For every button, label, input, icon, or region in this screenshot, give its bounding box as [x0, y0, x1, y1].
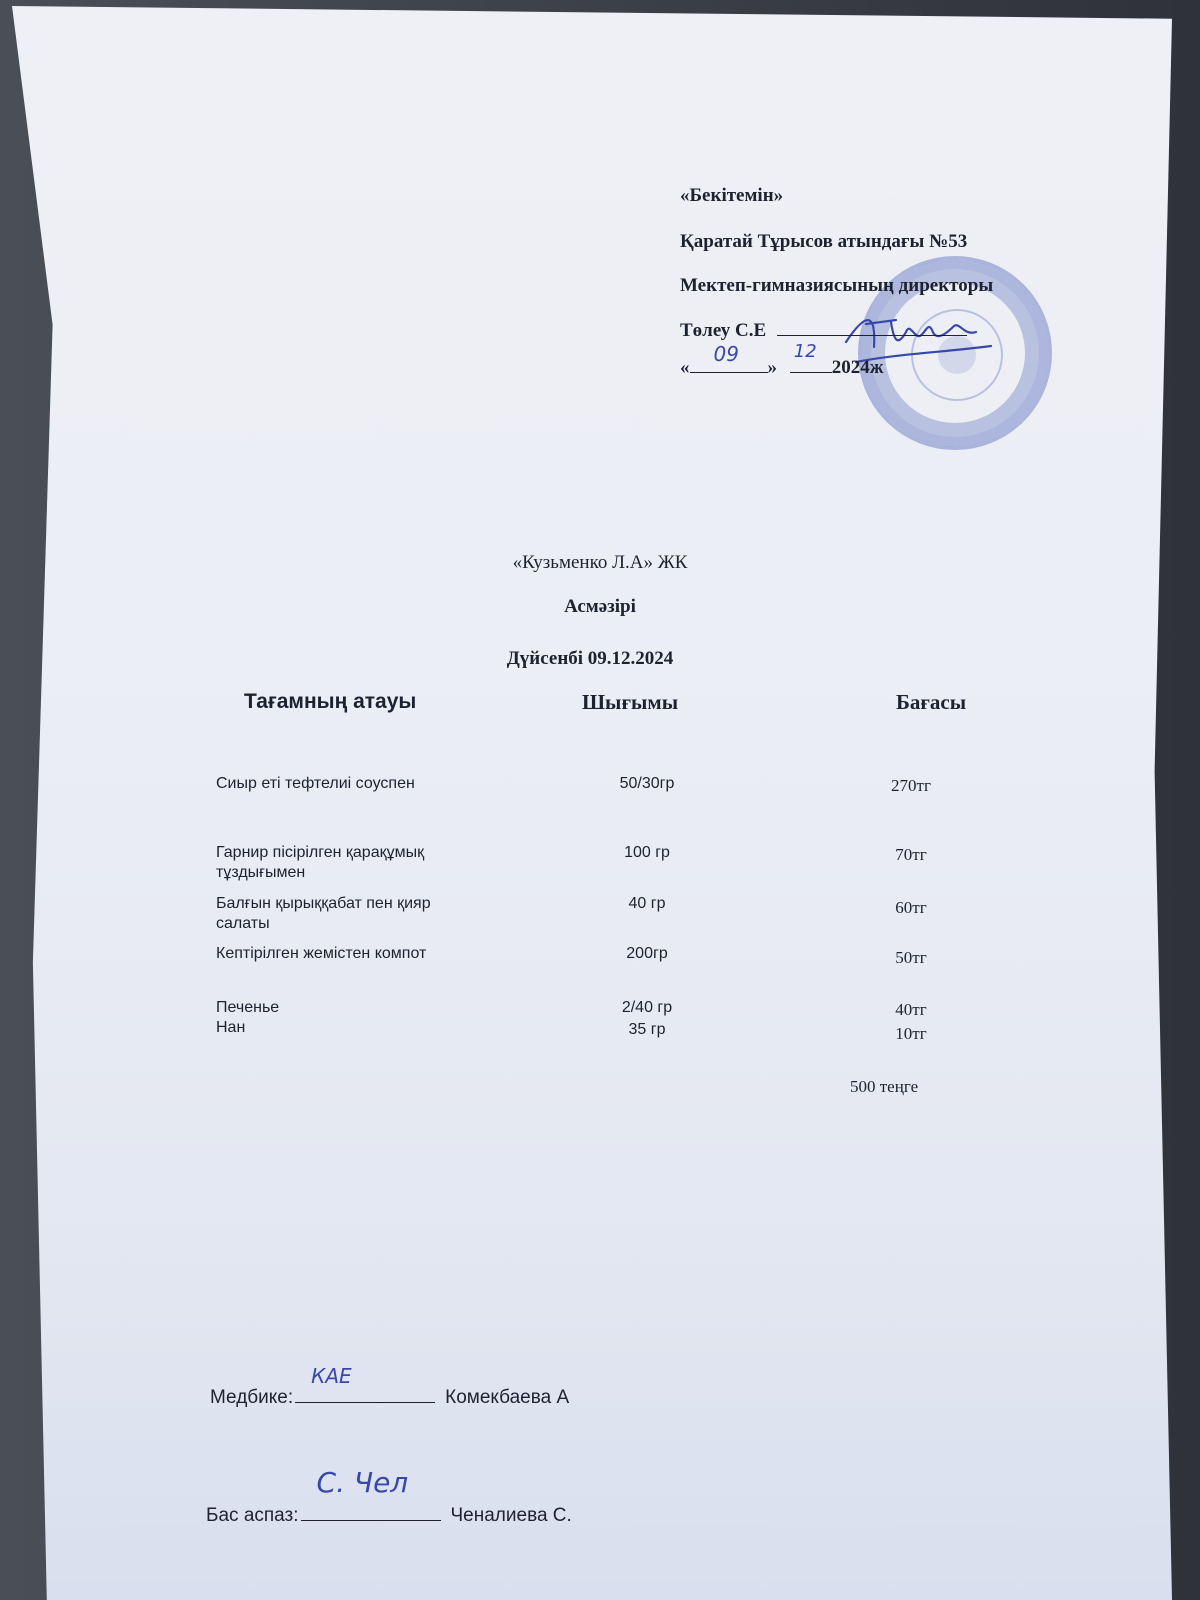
- row-1-price: 270тг: [891, 776, 931, 795]
- menu-date: Дүйсенбі 09.12.2024: [506, 648, 674, 669]
- nurse-signature-mark: КАЕ: [311, 1364, 352, 1388]
- paper-sheet: [12, 6, 1172, 1600]
- signature-blank: [777, 319, 967, 336]
- approval-date-line: [680, 341, 884, 378]
- nurse-signature-line: [210, 1364, 570, 1409]
- date-close-quote: »: [767, 357, 777, 378]
- row-2-yield: 100 гр: [624, 844, 670, 861]
- row-4-yield: 200гр: [626, 945, 668, 962]
- row-1-yield: 50/30гр: [619, 775, 675, 792]
- row-2-name: Гарнир пісірілген қарақұмық тұздығымен: [216, 844, 425, 881]
- chef-label: Бас аспаз:: [206, 1505, 299, 1526]
- row-4-price: 50тг: [895, 948, 927, 967]
- date-open-quote: «: [680, 357, 690, 378]
- menu-title: Асмәзірі: [564, 596, 636, 617]
- row-3-price: 60тг: [895, 898, 927, 917]
- row-5-name: Печенье: [216, 999, 280, 1016]
- approval-position: Мектеп-гимназиясының директоры: [680, 275, 994, 296]
- row-1-name: Сиыр еті тефтелиі соуспен: [216, 775, 415, 792]
- approval-title: «Бекітемін»: [680, 185, 784, 206]
- chef-signature-line: [206, 1466, 572, 1527]
- row-3-yield: 40 гр: [628, 895, 666, 912]
- company-name: «Кузьменко Л.А» ЖК: [512, 552, 688, 573]
- column-header-name: Тағамның атауы: [244, 690, 417, 713]
- chef-signature-mark: С. Чел: [316, 1466, 409, 1499]
- approval-signer-line: [680, 319, 967, 341]
- row-2-price: 70тг: [895, 845, 927, 864]
- row-5-price: 40тг: [895, 1000, 927, 1019]
- day-blank: [690, 342, 768, 373]
- row-4-name: Кептірілген жемістен компот: [216, 945, 427, 962]
- row-6-name: Нан: [216, 1019, 246, 1036]
- nurse-signature-blank: [295, 1364, 435, 1403]
- approval-year: 2024ж: [831, 357, 884, 378]
- row-6-price: 10тг: [895, 1024, 927, 1043]
- row-6-yield: 35 гр: [628, 1021, 666, 1038]
- row-3-name: Балғын қырыққабат пен қияр салаты: [216, 895, 431, 932]
- row-5-yield: 2/40 гр: [621, 999, 673, 1016]
- nurse-name: Комекбаева А: [445, 1387, 570, 1408]
- day-handwritten: 09: [713, 342, 739, 366]
- chef-signature-blank: [301, 1466, 441, 1521]
- column-header-price: Бағасы: [896, 690, 967, 714]
- approval-school: Қаратай Тұрысов атындағы №53: [680, 231, 968, 252]
- nurse-label: Медбике:: [210, 1387, 294, 1408]
- month-handwritten: 12: [793, 341, 817, 362]
- month-blank: [790, 341, 832, 373]
- approval-signer: Төлеу С.Е: [680, 320, 767, 341]
- chef-name: Ченалиева С.: [450, 1505, 572, 1526]
- column-header-yield: Шығымы: [582, 690, 679, 714]
- menu-total: 500 теңге: [850, 1077, 919, 1096]
